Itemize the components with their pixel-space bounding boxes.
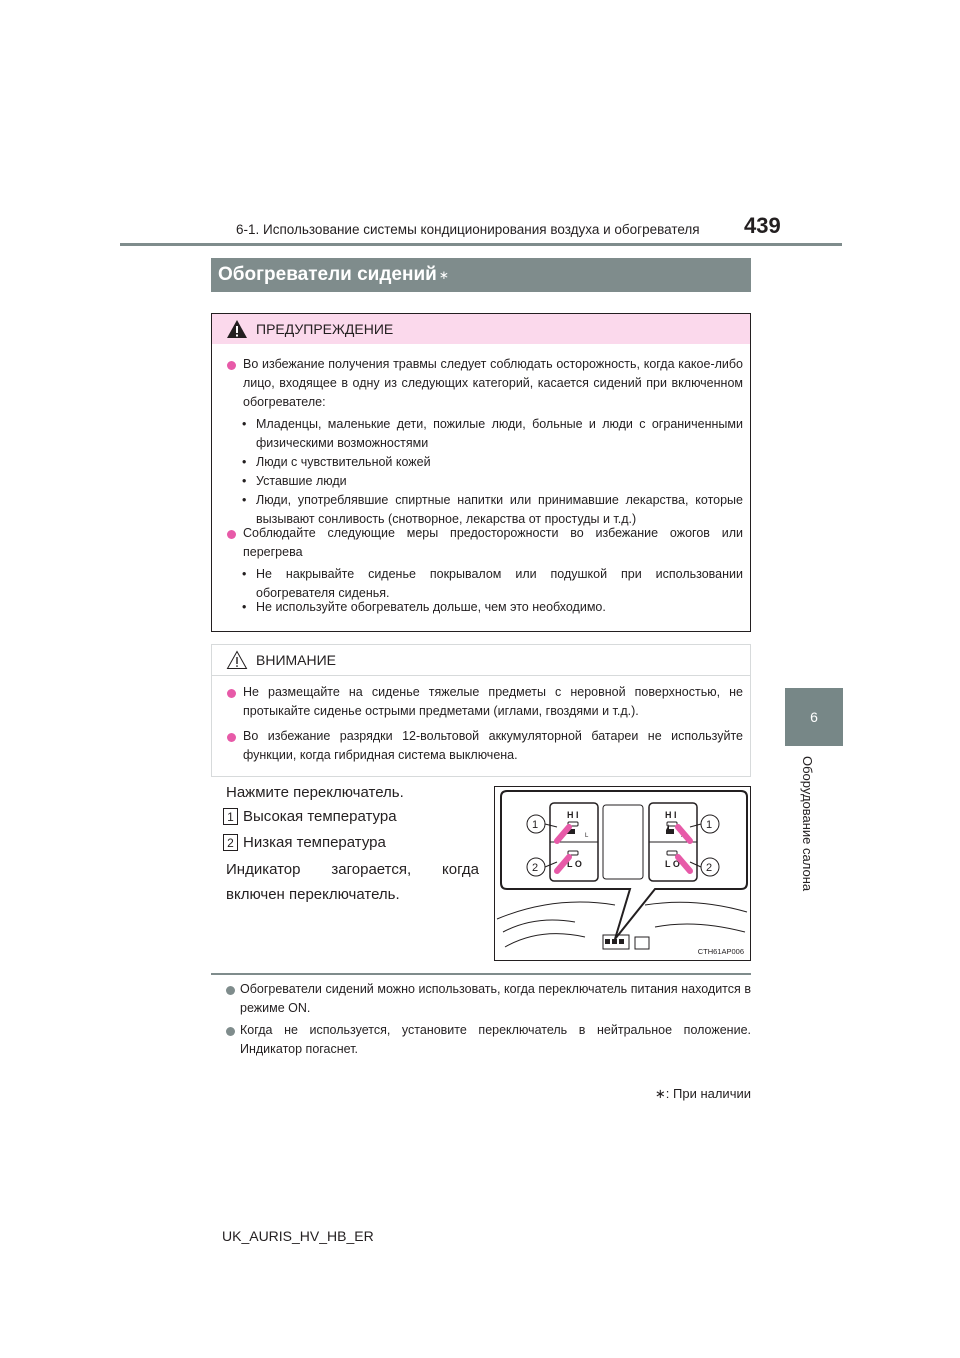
step-number-1: 1 bbox=[223, 808, 238, 825]
caution-header bbox=[212, 645, 750, 676]
callout-left-2: 2 bbox=[532, 862, 539, 874]
warning-box bbox=[211, 313, 751, 632]
caution-label: ВНИМАНИЕ bbox=[256, 652, 337, 668]
warning-bullet bbox=[227, 530, 236, 539]
header-rule bbox=[120, 243, 842, 246]
item-high-temperature: Высокая температура bbox=[243, 808, 397, 825]
item-low-temperature: Низкая температура bbox=[243, 834, 386, 851]
note-item: Обогреватели сидений можно использовать, когда переключатель питания находится в режиме ON. bbox=[240, 982, 751, 1015]
warning-item: Во избежание получения травмы следует соблюдать осторожность, когда какое-либо лицо, входящее в одну из следующих категорий, касается сидений при включенном обогревателе: bbox=[243, 357, 743, 409]
caution-bullet bbox=[227, 733, 236, 742]
figure-code: CTH61AP006 bbox=[697, 947, 744, 956]
warning-icon bbox=[226, 319, 248, 339]
right-hi-label: H I bbox=[665, 810, 677, 820]
right-lo-label: L O bbox=[665, 859, 680, 869]
instruction-press: Нажмите переключатель. bbox=[226, 784, 404, 801]
footnote-optional: ∗: При наличии bbox=[654, 1086, 751, 1101]
caution-box bbox=[211, 644, 751, 777]
callout-right-1: 1 bbox=[706, 819, 713, 831]
warning-subitem: • Уставшие люди bbox=[242, 474, 347, 488]
chapter-tab: 6 bbox=[785, 688, 843, 746]
left-seat-letter: L bbox=[585, 833, 589, 839]
warning-label: ПРЕДУПРЕЖДЕНИЕ bbox=[256, 321, 394, 337]
left-hi-label: H I bbox=[567, 810, 579, 820]
warning-subitem: • Люди, употреблявшие спиртные напитки или принимавшие лекарства, которые вызывают сонливость (снотворное, лекарства от простуды и т.д.) bbox=[242, 493, 743, 526]
page-number: 439 bbox=[744, 213, 781, 238]
seat-heater-illustration bbox=[495, 787, 750, 960]
warning-subitem: • Не накрывайте сиденье покрывалом или подушкой при использовании обогревателя сиденья. bbox=[242, 567, 743, 600]
callout-right-2: 2 bbox=[706, 862, 713, 874]
optional-star: ∗ bbox=[438, 268, 449, 282]
seat-heater-figure bbox=[494, 786, 751, 961]
warning-header bbox=[212, 314, 750, 344]
running-header: 6-1. Использование системы кондиционирования воздуха и обогревателя bbox=[236, 222, 700, 237]
step-number-2: 2 bbox=[223, 834, 238, 851]
section-title bbox=[211, 258, 751, 292]
callout-left-1: 1 bbox=[532, 819, 539, 831]
caution-icon bbox=[226, 650, 248, 670]
caution-item: Во избежание разрядки 12-вольтовой аккумуляторной батареи не используйте функции, когда гибридная система выключена. bbox=[243, 729, 743, 762]
note-bullet bbox=[226, 1027, 235, 1036]
chapter-label: Оборудование салона bbox=[800, 756, 815, 892]
warning-bullet bbox=[227, 361, 236, 370]
indicator-note: Индикатор загорается, когда включен переключатель. bbox=[226, 861, 479, 903]
warning-item: Соблюдайте следующие меры предосторожности во избежание ожогов или перегрева bbox=[243, 526, 743, 559]
section-title-text: Обогреватели сидений bbox=[218, 264, 437, 285]
warning-subitem: • Не используйте обогреватель дольше, чем это необходимо. bbox=[242, 600, 606, 614]
caution-bullet bbox=[227, 689, 236, 698]
note-bullet bbox=[226, 986, 235, 995]
caution-item: Не размещайте на сиденье тяжелые предметы с неровной поверхностью, не протыкайте сиденье острыми предметами (иглами, гвоздями и т.д.). bbox=[243, 685, 743, 718]
notes-rule bbox=[211, 973, 751, 975]
left-lo-label: L O bbox=[567, 859, 582, 869]
note-item: Когда не используется, установите переключатель в нейтральное положение. Индикатор погаснет. bbox=[240, 1023, 751, 1056]
warning-subitem: • Младенцы, маленькие дети, пожилые люди, больные и люди с ограниченными физическими возможностями bbox=[242, 417, 743, 450]
document-code: UK_AURIS_HV_HB_ER bbox=[222, 1228, 374, 1244]
warning-subitem: • Люди с чувствительной кожей bbox=[242, 455, 431, 469]
